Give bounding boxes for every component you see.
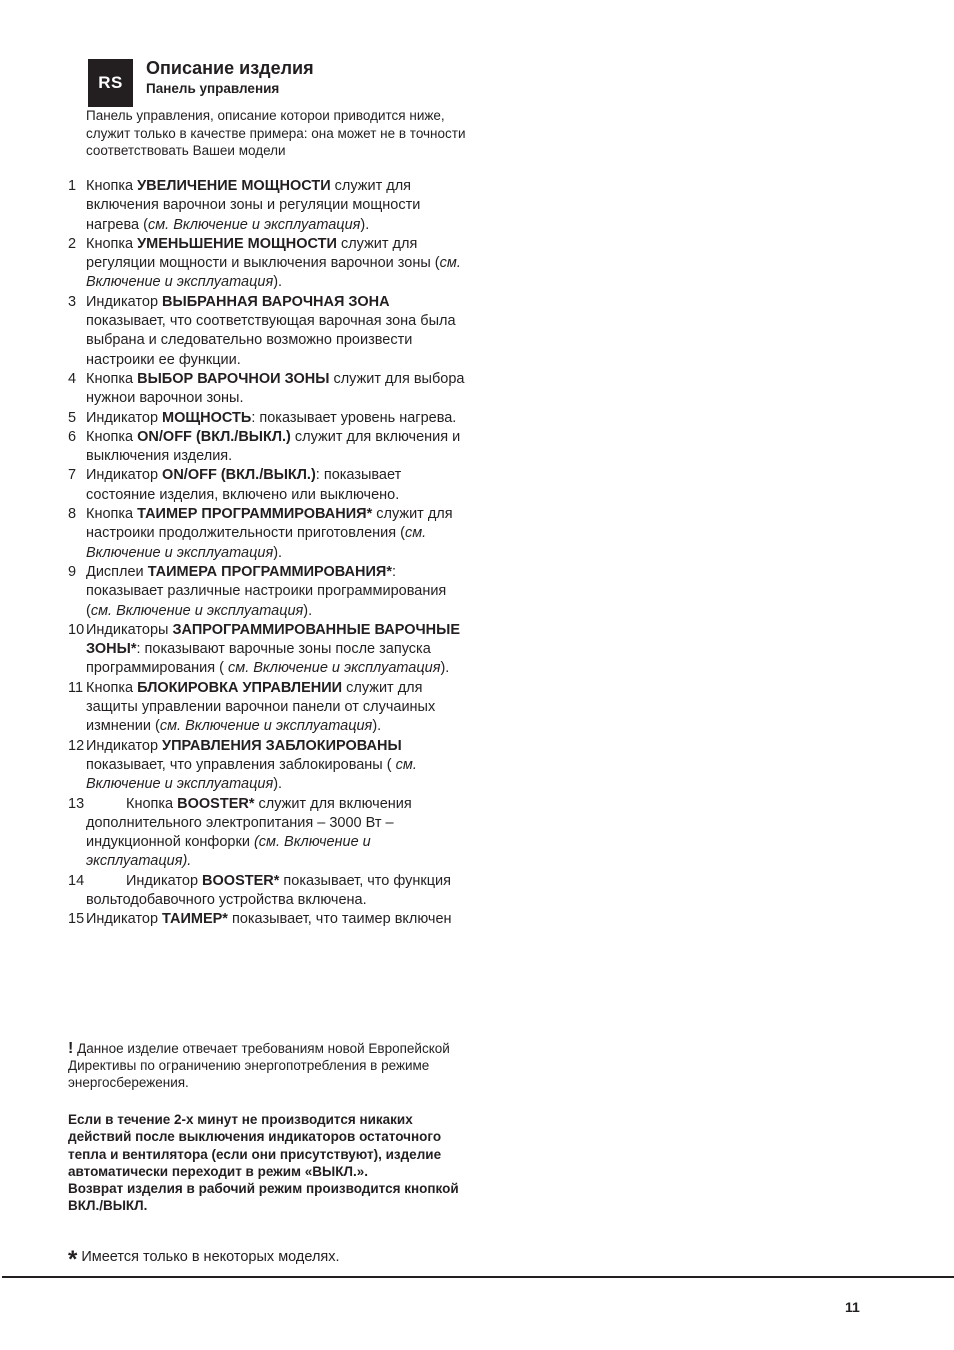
description-text: Индикаторы (86, 621, 173, 638)
control-name: ТАИМЕР* (162, 911, 228, 928)
list-item (68, 621, 468, 679)
reference-text: см. Включение и эксплуатация (159, 718, 373, 735)
list-item-number: 11 (68, 679, 84, 696)
description-text: Кнопка (86, 679, 138, 696)
footer-divider (2, 1276, 954, 1278)
list-item-text (86, 505, 468, 563)
description-text: Индикатор (86, 737, 163, 754)
page-number: 11 (845, 1299, 860, 1315)
list-item (68, 428, 468, 467)
control-name: BOOSTER* (177, 795, 255, 812)
list-item-text (86, 370, 468, 409)
list-item-text (86, 293, 468, 370)
control-name: БЛОКИРОВКА УПРАВЛЕНИИ (137, 679, 343, 696)
list-item-text (86, 409, 468, 428)
list-item (68, 293, 468, 370)
description-text: Кнопка (86, 506, 138, 523)
description-text: ). (372, 718, 382, 735)
description-text: : показывает уровень нагрева. (251, 409, 457, 426)
description-text: ). (440, 660, 450, 677)
description-text: служит для настроики продолжительности приготовления ( (86, 506, 453, 542)
list-item-text (86, 466, 468, 505)
control-name: ЗАПРОГРАММИРОВАННЫЕ ВАРОЧНЫЕ ЗОНЫ* (86, 621, 461, 658)
description-text: служит для выбора нужнои варочнои зоны. (86, 370, 465, 407)
control-name: ТАИМЕР ПРОГРАММИРОВАНИЯ* (137, 506, 373, 523)
standby-note (68, 1111, 468, 1215)
list-item (68, 910, 468, 929)
list-item-text (86, 177, 468, 235)
asterisk-icon: * (68, 1246, 78, 1273)
standby-note-paragraph-1: Если в течение 2-х минут не производится никаких действий после выключения индикаторов остаточного тепла и вентилятора (если они присутствуют), изделие автоматически переходит в режим «ВЫКЛ.». (68, 1112, 442, 1179)
list-item-number: 4 (68, 370, 77, 387)
list-item-text (86, 235, 468, 293)
list-item-number: 14 (68, 872, 85, 889)
control-name: ТАИМЕРА ПРОГРАММИРОВАНИЯ* (147, 563, 392, 580)
list-item-number: 6 (68, 428, 77, 445)
description-text: показывает, что таимер включен (227, 911, 452, 928)
description-text: показывает, что управления заблокированы ( (86, 756, 396, 773)
energy-note-text: Данное изделие отвечает требованиям новой Европейской Директивы по ограничению энергопотребления в режиме энергосбережения. (68, 1041, 450, 1091)
control-name: УМЕНЬШЕНИЕ МОЩНОСТИ (137, 235, 337, 252)
list-item-number: 7 (68, 467, 77, 484)
energy-note (68, 1040, 468, 1092)
list-item-number: 15 (68, 911, 85, 928)
description-text: ). (273, 544, 283, 561)
list-item (68, 466, 468, 505)
list-item-text (86, 910, 468, 929)
list-item-text (86, 621, 468, 679)
description-text: служит для защиты управлении варочнои панели от случаиных измнении ( (86, 679, 436, 735)
intro-paragraph: Панель управления, описание которои приводится ниже, служит только в качестве примера: она может не в точности соответствовать Вашеи модели (86, 108, 466, 159)
list-item-number: 13 (68, 795, 85, 812)
description-text: Кнопка (86, 235, 138, 252)
control-name: МОЩНОСТЬ (162, 409, 252, 426)
description-text: Кнопка (86, 370, 138, 387)
description-text: Дисплеи (86, 563, 148, 580)
list-item-text (86, 563, 468, 621)
list-item-number: 9 (68, 563, 77, 580)
list-item (68, 679, 468, 737)
description-text: Кнопка (126, 795, 178, 812)
exclamation-icon: ! (68, 1040, 74, 1057)
description-text: ). (273, 776, 283, 793)
list-item (68, 872, 468, 911)
description-text: Кнопка (86, 428, 138, 445)
control-name: УВЕЛИЧЕНИЕ МОЩНОСТИ (137, 178, 331, 194)
list-item (68, 563, 468, 621)
control-panel-list (68, 177, 468, 930)
control-name: ВЫБРАННАЯ ВАРОЧНАЯ ЗОНА (162, 293, 390, 310)
description-text: служит для включения варочнои зоны и регуляции мощности нагрева ( (86, 178, 421, 233)
reference-text: (см. Включение и эксплуатация). (86, 834, 371, 870)
list-item-number: 10 (68, 621, 85, 638)
reference-text: см. Включение и эксплуатация (228, 660, 441, 677)
description-text: Индикатор (86, 409, 163, 426)
list-item-number: 3 (68, 293, 77, 310)
control-name: ON/OFF (ВКЛ./ВЫКЛ.) (162, 467, 316, 484)
description-text: Индикатор (86, 467, 163, 484)
control-name: ON/OFF (ВКЛ./ВЫКЛ.) (137, 428, 291, 445)
list-item-text (86, 737, 468, 795)
standby-note-paragraph-2: Возврат изделия в рабочий режим производится кнопкой ВКЛ./ВЫКЛ. (68, 1181, 459, 1214)
description-text: служит для регуляции мощности и выключения варочнои зоны ( (86, 235, 440, 272)
description-text: : показывают варочные зоны после запуска программирования ( (86, 641, 431, 677)
list-item (68, 737, 468, 795)
description-text: служит для включения и выключения изделия. (86, 428, 461, 465)
list-item-text (86, 872, 468, 911)
description-text: Кнопка (86, 178, 138, 194)
list-item-text (86, 795, 468, 872)
reference-text: см. Включение и эксплуатация (147, 216, 361, 233)
description-text: служит для включения дополнительного электропитания – 3000 Вт – индукционной конфорки (86, 795, 412, 851)
control-name: УПРАВЛЕНИЯ ЗАБЛОКИРОВАНЫ (162, 737, 402, 754)
list-item (68, 177, 468, 235)
list-item-text (86, 428, 468, 467)
list-item (68, 505, 468, 563)
description-text: : показывает различные настроики программирования ( (86, 563, 447, 619)
description-text: Индикатор (126, 872, 203, 889)
list-item-number: 8 (68, 506, 77, 523)
list-item (68, 409, 468, 428)
footnote-text: Имеется только в некоторых моделях. (81, 1249, 340, 1265)
reference-text: см. Включение и эксплуатация (86, 255, 461, 291)
description-text: показывает, что соответствующая варочная зона была выбрана и следовательно возможно произвести настроики ее функции. (86, 313, 456, 368)
list-item-number: 12 (68, 737, 85, 754)
description-text: показывает, что функция вольтодобавочного устройства включена. (86, 872, 451, 908)
description-text: ). (273, 274, 283, 291)
description-text: ). (360, 216, 370, 233)
reference-text: см. Включение и эксплуатация (86, 525, 427, 561)
reference-text: см. Включение и эксплуатация (86, 756, 417, 793)
list-item (68, 235, 468, 293)
list-item-text (86, 679, 468, 737)
description-text: Индикатор (86, 911, 163, 928)
description-text: Индикатор (86, 293, 163, 310)
control-name: ВЫБОР ВАРОЧНОИ ЗОНЫ (137, 370, 330, 387)
language-badge: RS (88, 59, 133, 107)
list-item (68, 370, 468, 409)
page-title: Описание изделия (146, 58, 314, 78)
description-text: ). (303, 602, 313, 619)
footnote (68, 1246, 340, 1274)
control-name: BOOSTER* (202, 872, 280, 889)
reference-text: см. Включение и эксплуатация (90, 602, 304, 619)
list-item-number: 1 (68, 178, 77, 194)
page-subtitle: Панель управления (146, 81, 280, 96)
list-item-number: 5 (68, 409, 77, 426)
list-item-number: 2 (68, 235, 77, 252)
list-item (68, 795, 468, 872)
description-text: : показывает состояние изделия, включено или выключено. (86, 467, 402, 503)
